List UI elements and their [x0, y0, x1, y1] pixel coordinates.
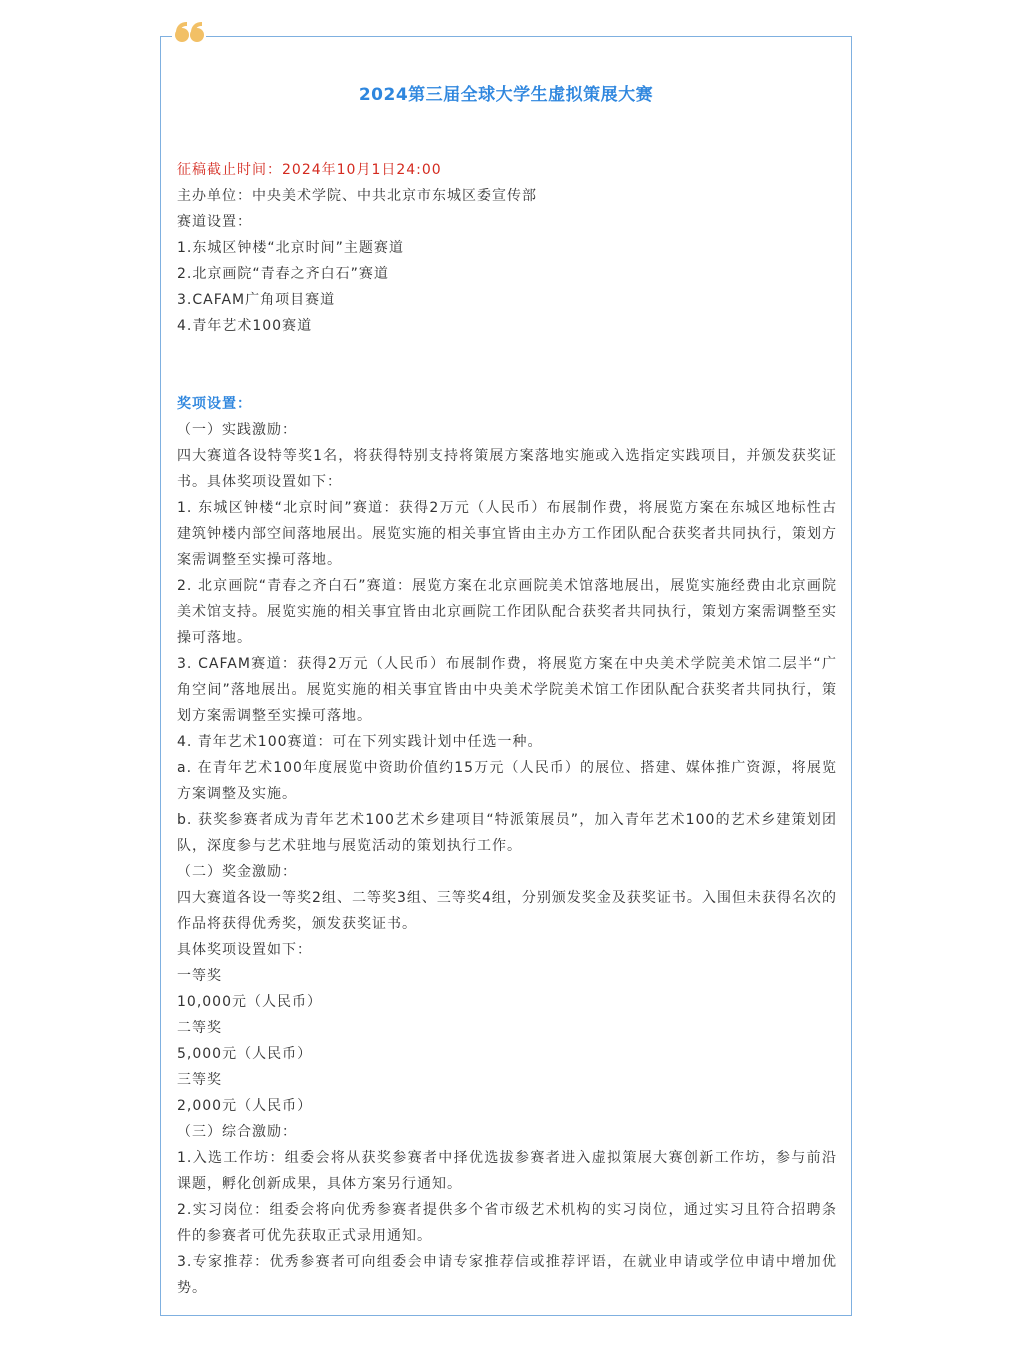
award-paragraph: 具体奖项设置如下： — [177, 942, 312, 958]
award-paragraph: （一）实践激励： — [177, 422, 297, 438]
page-title: 2024第三届全球大学生虚拟策展大赛 — [358, 85, 654, 105]
award-paragraph: 2. 北京画院“青春之齐白石”赛道：展览方案在北京画院美术馆落地展出，展览实施经费由北京画院美术馆支持。展览实施的相关事宜皆由北京画院工作团队配合获奖者共同执行，策划方案需调整至实操可落地。 — [177, 578, 837, 646]
award-paragraph: 2,000元（人民币） — [177, 1098, 313, 1114]
deadline-text: 征稿截止时间：2024年10月1日24:00 — [177, 162, 442, 178]
track-item: 4.青年艺术100赛道 — [177, 318, 313, 334]
award-paragraph: 3.专家推荐：优秀参赛者可向组委会申请专家推荐信或推荐评语，在就业申请或学位申请中增加优势。 — [177, 1254, 837, 1296]
award-paragraph: 3. CAFAM赛道：获得2万元（人民币）布展制作费，将展览方案在中央美术学院美术馆二层半“广角空间”落地展出。展览实施的相关事宜皆由中央美术学院美术馆工作团队配合获奖者共同执行，策划方案需调整至实操可落地。 — [177, 656, 837, 724]
article-body — [177, 157, 837, 1301]
award-paragraph: 1. 东城区钟楼“北京时间”赛道：获得2万元（人民币）布展制作费，将展览方案在东城区地标性古建筑钟楼内部空间落地展出。展览实施的相关事宜皆由主办方工作团队配合获奖者共同执行，策划方案需调整至实操可落地。 — [177, 500, 837, 568]
award-paragraph: 四大赛道各设特等奖1名，将获得特别支持将策展方案落地实施或入选指定实践项目，并颁发获奖证书。具体奖项设置如下： — [177, 448, 837, 490]
track-item: 3.CAFAM广角项目赛道 — [177, 292, 336, 308]
award-paragraph: （三）综合激励： — [177, 1124, 297, 1140]
award-paragraph: 10,000元（人民币） — [177, 994, 322, 1010]
award-paragraph: 三等奖 — [177, 1072, 222, 1088]
award-paragraph: b. 获奖参赛者成为青年艺术100艺术乡建项目“特派策展员”，加入青年艺术100的艺术乡建策划团队，深度参与艺术驻地与展览活动的策划执行工作。 — [177, 812, 837, 854]
spacer — [177, 339, 837, 391]
award-paragraph: a. 在青年艺术100年度展览中资助价值约15万元（人民币）的展位、搭建、媒体推广资源，将展览方案调整及实施。 — [177, 760, 837, 802]
quote-dot-icon — [175, 28, 189, 42]
award-paragraph: 四大赛道各设一等奖2组、二等奖3组、三等奖4组，分别颁发奖金及获奖证书。入围但未获得名次的作品将获得优秀奖，颁发获奖证书。 — [177, 890, 837, 932]
tracks-heading: 赛道设置： — [177, 214, 252, 230]
track-item: 1.东城区钟楼“北京时间”主题赛道 — [177, 240, 404, 256]
organizer-text: 主办单位：中央美术学院、中共北京市东城区委宣传部 — [177, 188, 537, 204]
award-paragraph: （二）奖金激励： — [177, 864, 297, 880]
quote-dot-icon — [190, 28, 204, 42]
awards-heading: 奖项设置： — [177, 396, 252, 412]
award-paragraph: 4. 青年艺术100赛道：可在下列实践计划中任选一种。 — [177, 734, 543, 750]
track-item: 2.北京画院“青春之齐白石”赛道 — [177, 266, 389, 282]
award-paragraph: 5,000元（人民币） — [177, 1046, 313, 1062]
award-paragraph: 二等奖 — [177, 1020, 222, 1036]
quote-icon — [172, 22, 206, 50]
award-paragraph: 1.入选工作坊：组委会将从获奖参赛者中择优选拔参赛者进入虚拟策展大赛创新工作坊，参与前沿课题，孵化创新成果，具体方案另行通知。 — [177, 1150, 837, 1192]
award-paragraph: 一等奖 — [177, 968, 222, 984]
award-paragraph: 2.实习岗位：组委会将向优秀参赛者提供多个省市级艺术机构的实习岗位，通过实习且符合招聘条件的参赛者可优先获取正式录用通知。 — [177, 1202, 837, 1244]
